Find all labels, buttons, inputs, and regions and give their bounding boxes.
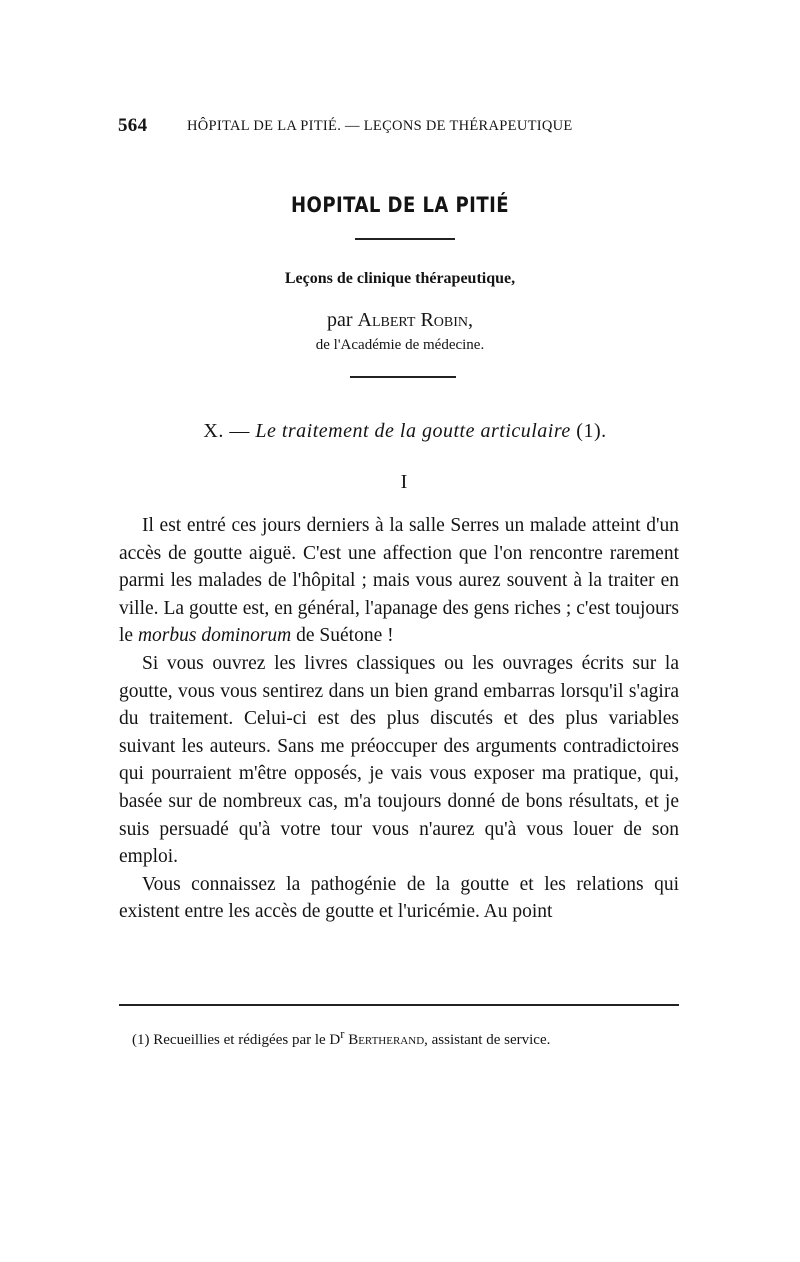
author-line <box>0 309 800 332</box>
heading-rule <box>355 238 455 240</box>
page-number: 564 <box>118 115 148 136</box>
footnote-reference: (1). <box>570 420 607 442</box>
lesson-number: X. — <box>203 420 256 442</box>
subtitle: Leçons de clinique thérapeutique, <box>284 270 516 287</box>
latin-phrase: morbus dominorum <box>137 625 292 647</box>
paragraph-1 <box>119 512 679 650</box>
footnote-marker: (1) <box>132 1032 150 1048</box>
lesson-title-text: Le traitement de la goutte articulaire <box>255 420 571 442</box>
paragraph-3: Vous connaissez la pathogénie de la goutte et les relations qui existent entre les accès de goutte et l'uricémie. Au point <box>119 873 679 923</box>
chapter-heading: HOPITAL DE LA PITIÉ <box>290 193 510 217</box>
section-number: I <box>400 471 408 493</box>
lesson-title <box>0 420 800 443</box>
footnote <box>132 1027 692 1049</box>
footnote-name: Bertherand, <box>344 1032 428 1048</box>
body-text <box>119 512 679 926</box>
paragraph-1-end: de Suétone ! <box>291 625 394 647</box>
footnote-end: assistant de service. <box>427 1032 551 1048</box>
footnote-text: Recueillies et rédigées par le D <box>149 1032 341 1048</box>
footnote-superscript: r <box>340 1027 345 1041</box>
footnote-rule <box>119 1004 679 1006</box>
paragraph-1-text: Il est entré ces jours derniers à la salle Serres un malade atteint d'un accès de goutte aiguë. C'est une affection que l'on rencontre rarement parmi les malades de l'hôpital ; mais vous aurez souvent à la traiter en ville. La goutte est, en général, l'apanage des gens riches ; c'est toujours le <box>119 515 679 647</box>
author-affiliation: de l'Académie de médecine. <box>315 337 485 353</box>
running-head <box>118 115 688 138</box>
section-rule <box>350 376 456 378</box>
running-title: HÔPITAL DE LA PITIÉ. — LEÇONS DE THÉRAPEUTIQUE <box>187 118 573 134</box>
author-prefix: par <box>326 309 353 331</box>
paragraph-2: Si vous ouvrez les livres classiques ou les ouvrages écrits sur la goutte, vous vous sentirez dans un bien grand embarras lorsqu'il s'agira du traitement. Celui-ci est des plus discutés et des plus variables suivant les auteurs. Sans me préoccuper des arguments contradictoires qui pourraient m'être opposés, je vais vous exposer ma pratique, qui, basée sur de nombreux cas, m'a toujours donné de bons résultats, et je suis persuadé qu'à votre tour vous n'aurez qu'à vous louer de son emploi. <box>119 652 679 868</box>
author-name: Albert Robin, <box>357 309 474 331</box>
